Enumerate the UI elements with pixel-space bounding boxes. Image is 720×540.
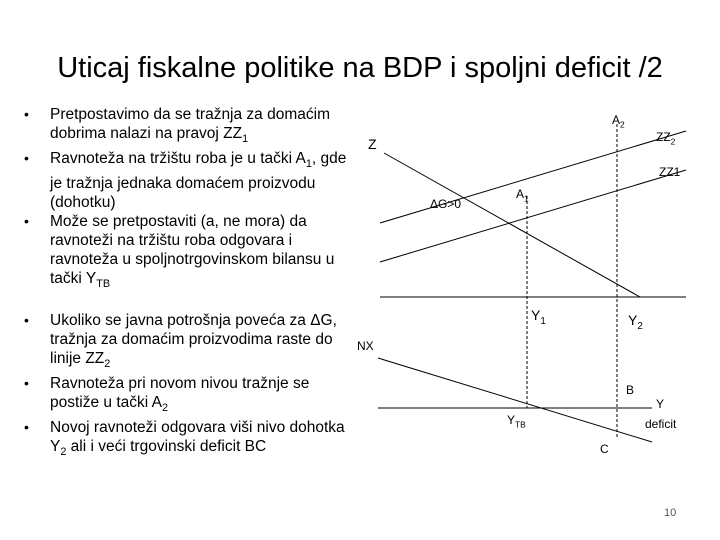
bullet-item: • Ravnoteža pri novom nivou tražnje se postiže u tački $A_2$ xyxy=(24,374,349,418)
zz1-label: ZZ1 xyxy=(659,165,681,179)
y-axis-label: Y xyxy=(656,397,665,411)
a2-label: $A_2$ xyxy=(612,113,625,130)
y2-label: $Y_2$ xyxy=(628,312,643,332)
bullet-item: • Novoj ravnoteži odgovara viši nivo dohotka $Y_2$ ali i veći trgovinski deficit BC xyxy=(24,418,349,462)
zz1-line xyxy=(380,170,686,262)
point-b-label: B xyxy=(626,383,635,397)
slide-title: Uticaj fiskalne politike na BDP i spoljni deficit /2 xyxy=(57,52,663,84)
bullet-item: • Ukoliko se javna potrošnja poveća za ΔG, tražnja za domaćim proizvodima raste do linije $ZZ_2$ xyxy=(24,311,349,374)
zz2-label: $ZZ_2$ xyxy=(656,130,676,147)
a1-label: $A_1$ xyxy=(516,187,529,204)
ytb-label: $Y_{TB}$ xyxy=(507,413,526,430)
delta-g-label: ΔG>0 xyxy=(430,197,462,211)
nx-axis-label: NX xyxy=(357,339,374,353)
bullet-item: • Može se pretpostaviti (a, ne mora) da ravnoteži na tržištu roba odgovara i ravnoteža u spoljnotrgovinskom bilansu u tački $Y_{TB}$ xyxy=(24,212,349,294)
page-number: 10 xyxy=(664,507,677,519)
point-c-label: C xyxy=(600,442,609,456)
y1-label: $Y_1$ xyxy=(531,307,546,327)
45-degree-line xyxy=(384,153,640,297)
bullet-item: • Ravnoteža na tržištu roba je u tački $A_1$, gde je tražnja jednaka domaćem proizvodu (dohotku) xyxy=(24,149,349,212)
bullet-item: • Pretpostavimo da se tražnja za domaćim dobrima nalazi na pravoj $ZZ_1$ xyxy=(24,105,349,149)
z-axis-label: Z xyxy=(368,136,377,152)
deficit-label: deficit xyxy=(645,417,677,431)
